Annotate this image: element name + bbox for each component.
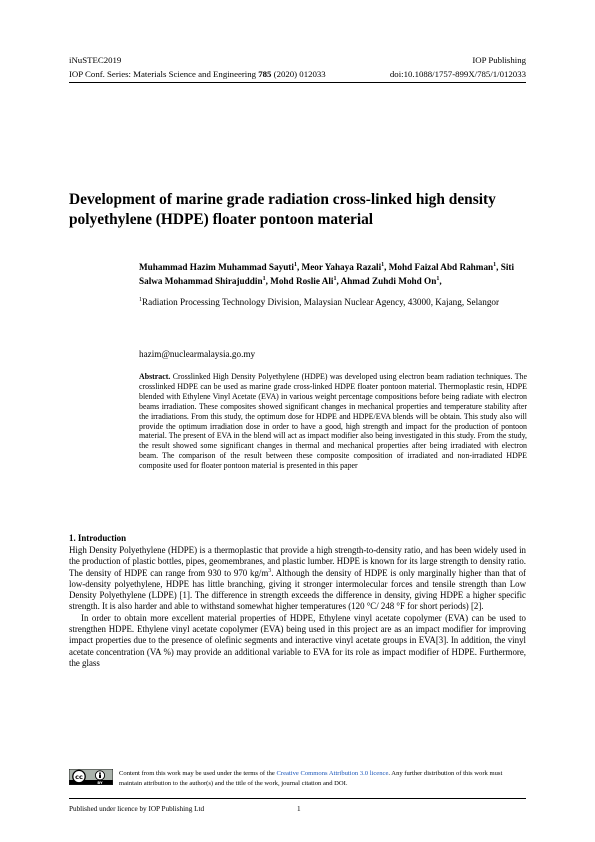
- paragraph: High Density Polyethylene (HDPE) is a thermoplastic that provide a high strength-to-density ratio, and has been widely used in the production of plastic bottles, pipes, geomembranes, and plastic lumber. HDPE is known for its large strength to density ratio. The density of HDPE can range from 930 to 970 $kg/m^3$. Although the density of HDPE is only marginally higher than that of low-density polyethylene, HDPE has little branching, giving it stronger intermolecular forces and tensile strength than Low Density Polyethylene (LDPE) [1]. The difference in strength exceeds the difference in density, giving HDPE a higher specific strength. It is also harder and able to withstand somewhat higher temperatures (120 °C/ 248 °F for short periods) [2].: [69, 545, 526, 612]
- affiliation-text: Radiation Processing Technology Division, Malaysian Nuclear Agency, 43000, Kajang, Selangor: [142, 297, 500, 307]
- introduction-body: [69, 545, 526, 669]
- footer-divider: [69, 798, 526, 799]
- page-number: 1: [297, 805, 301, 813]
- affiliation: [139, 296, 527, 310]
- paragraph: In order to obtain more excellent material properties of HDPE, Ethylene vinyl acetate copolymer (EVA) can be used to strengthen HDPE. Ethylene vinyl acetate copolymer (EVA) being used in this project are as an impact modifier for improving impact properties due to the presence of olefinic segments and interactive vinyl acetate groups in EVA[3]. In addition, the vinyl acetate concentration (VA %) may provide an additional variable to EVA for its role as impact modifier of HDPE. Furthermore, the glass: [69, 612, 526, 668]
- paper-title: Development of marine grade radiation cross-linked high density polyethylene (HDPE) floater pontoon material: [69, 191, 496, 228]
- abstract: [139, 372, 527, 471]
- running-header-top: [69, 55, 526, 65]
- author: Ahmad Zuhdi Mohd On$^1$: [340, 276, 440, 287]
- running-header-series: [69, 69, 526, 83]
- volume-number: 785: [258, 69, 272, 79]
- cc-by-license-icon[interactable]: [69, 769, 113, 785]
- publisher-name: IOP Publishing: [472, 55, 526, 65]
- license-text: Content from this work may be used under the terms of the Creative Commons Attribution 3.0 licence. Any further distribution of this work must maintain attribution to the author(s) and the title of the work, journal citation and DOI.: [119, 770, 503, 787]
- svg-text:cc: cc: [75, 772, 83, 781]
- author: Mohd Faizal Abd Rahman$^1$: [388, 261, 497, 272]
- series-citation: IOP Conf. Series: Materials Science and Engineering 785 (2020) 012033: [69, 69, 326, 79]
- abstract-text: Crosslinked High Density Polyethylene (HDPE) was developed using electron beam radiation techniques. The crosslinked HDPE can be used as marine grade cross-linked HDPE floater pontoon material. Thermoplastic resin, HDPE blended with Ethylene Vinyl Acetate (EVA) in various weight percentage compositions before being radiate with electron beams irradiation. These composites showed significant changes in mechanical properties and temperature stability after the irradiations. From this study, the optimum dose for HDPE and HDPE/EVA blends will be obtain. This study also will provide the optimum irradiation dose in order to have a good, high strength and impact for the production of pontoon material. The present of EVA in the blend will act as impact modifier also being investigated in this study. From the study, the result showed some significant changes in thermal and mechanical properties after being irradiated with electron beam. The comparison of the result between these composite composition of irradiated and non-irradiated HDPE composite used for floater pontoon material is presented in this paper: [139, 372, 527, 471]
- license-notice: [69, 769, 526, 788]
- section-heading-introduction: 1. Introduction: [69, 533, 127, 543]
- author-list: Muhammad Hazim Muhammad Sayuti$^1$, Meor Yahaya Razali$^1$, Mohd Faizal Abd Rahman$^1$, Siti Salwa Mohammad Shirajuddin$^1$, Mohd Roslie Ali$^1$, Ahmad Zuhdi Mohd On$^1$,: [139, 261, 515, 287]
- affiliation-marker: 1: [139, 296, 142, 303]
- doi-text[interactable]: doi:10.1088/1757-899X/785/1/012033: [389, 69, 526, 79]
- license-link[interactable]: Creative Commons Attribution 3.0 licence: [276, 770, 389, 777]
- published-by: Published under licence by IOP Publishing Ltd: [69, 805, 205, 813]
- author: Muhammad Hazim Muhammad Sayuti$^1$: [139, 261, 297, 272]
- author: Siti Salwa Mohammad Shirajuddin$^1$: [139, 262, 515, 287]
- author: Mohd Roslie Ali$^1$: [270, 276, 337, 287]
- author: Meor Yahaya Razali$^1$: [301, 261, 385, 272]
- conference-name: iNuSTEC2019: [69, 55, 122, 65]
- svg-text:BY: BY: [97, 781, 103, 785]
- contact-email[interactable]: hazim@nuclearmalaysia.go.my: [139, 349, 256, 359]
- abstract-label: Abstract.: [139, 372, 171, 381]
